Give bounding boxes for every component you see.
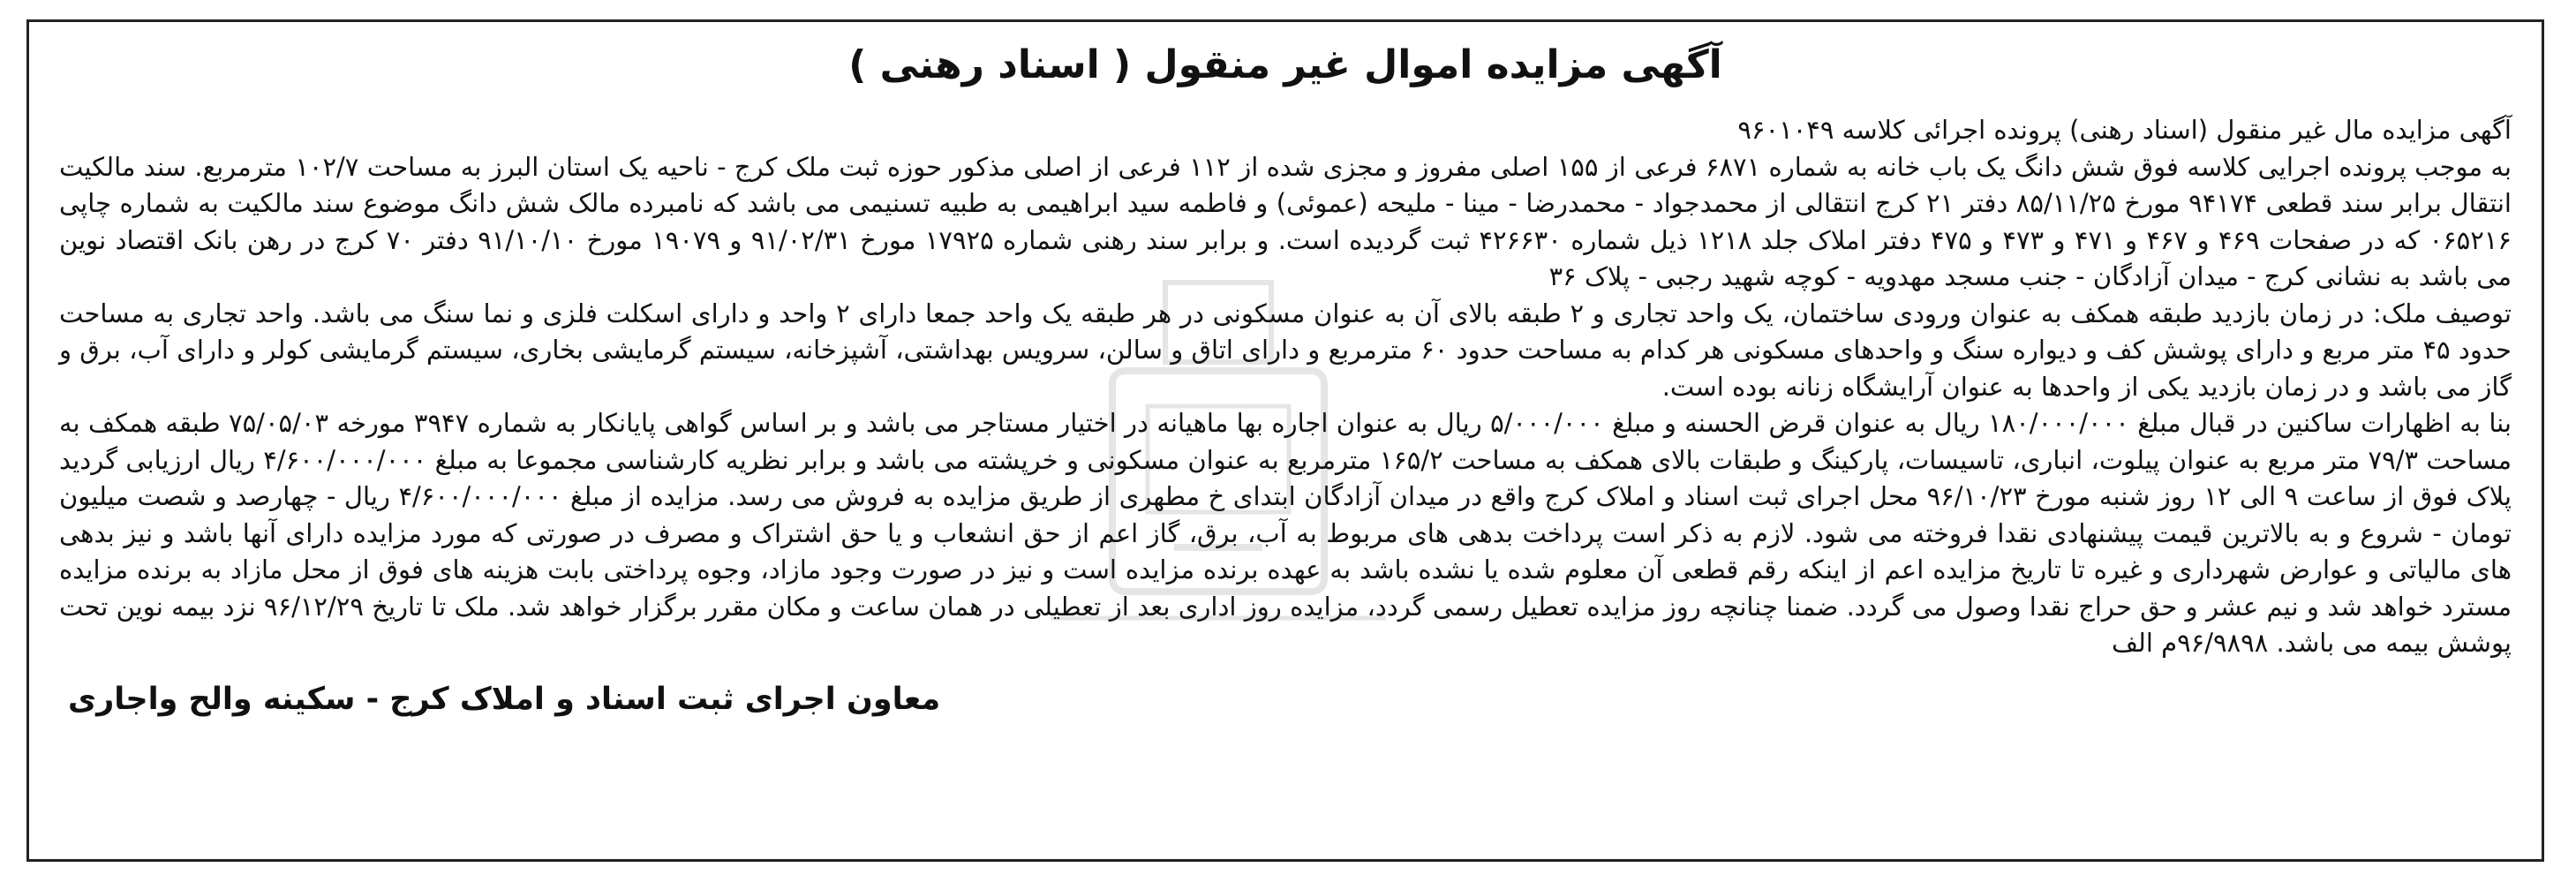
notice-body [59,112,2512,662]
case-heading-paragraph: آگهی مزایده مال غیر منقول (اسناد رهنی) پرونده اجرائی کلاسه ۹۶۰۱۰۴۹ [1737,115,2512,145]
notice-frame [26,19,2544,862]
auction-terms-paragraph: بنا به اظهارات ساکنین در قبال مبلغ ۱۸۰/۰۰۰/۰۰۰ ریال به عنوان قرض الحسنه و مبلغ ۵/۰۰۰/۰۰۰ ریال به عنوان اجاره بها ماهیانه در اختیار مستاجر می باشد و بر اساس گواهی پایانکار به شماره ۳۹۴۷ مورخه ۷۵/۰۵/۰۳ طبقه همکف به مساحت ۷۹/۳ متر مربع به عنوان پیلوت، انباری، تاسیسات، پارکینگ و طبقات بالای همکف به مساحت ۱۶۵/۲ مترمربع به عنوان مسکونی و خرپشته می باشد و برابر نظریه کارشناسی مجموعا به مبلغ ۴/۶۰۰/۰۰۰/۰۰۰ ریال ارزیابی گردید پلاک فوق از ساعت ۹ الی ۱۲ روز شنبه مورخ ۹۶/۱۰/۲۳ محل اجرای ثبت اسناد و املاک کرج واقع در میدان آزادگان ابتدای خ مطهری از طریق مزایده به فروش می رسد. مزایده از مبلغ ۴/۶۰۰/۰۰۰/۰۰۰ ریال - چهارصد و شصت میلیون تومان - شروع و به بالاترین قیمت پیشنهادی نقدا فروخته می شود. لازم به ذکر است پرداخت بدهی های مربوط به آب، برق، گاز اعم از حق انشعاب و یا حق اشتراک و مصرف در صورتی که مورد مزایده دارای آنها باشد و نیز بدهی های مالیاتی و عوارض شهرداری و غیره تا تاریخ مزایده اعم از اینکه رقم قطعی آن معلوم شده یا نشده باشد به عهده برنده مزایده است و نیز در صورت وجود مازاد، وجوه پرداختی بابت هزینه های فوق از محل مازاد به برنده مزایده مسترد خواهد شد و نیم عشر و حق حراج نقدا وصول می گردد. ضمنا چنانچه روز مزایده تعطیل رسمی گردد، مزایده روز اداری بعد از تعطیلی در همان ساعت و مکان مقرر برگزار خواهد شد. ملک تا تاریخ ۹۶/۱۲/۲۹ نزد بیمه نوین تحت پوشش بیمه می باشد. ۹۶/۹۸۹۸م الف [59,408,2512,658]
notice-title: آگهی مزایده اموال غیر منقول ( اسناد رهنی ) [848,42,1722,87]
property-title-paragraph: به موجب پرونده اجرایی کلاسه فوق شش دانگ یک باب خانه به شماره ۶۸۷۱ فرعی از ۱۵۵ اصلی مفروز و مجزی شده از ۱۱۲ فرعی از اصلی مذکور حوزه ثبت ملک کرج - ناحیه یک استان البرز به مساحت ۱۰۲/۷ مترمربع. سند مالکیت انتقال برابر سند قطعی ۹۴۱۷۴ مورخ ۸۵/۱۱/۲۵ دفتر ۲۱ کرج انتقالی از محمدجواد - محمدرضا - مینا - ملیحه (عموئی) و فاطمه سید ابراهیمی به طبیه تسنیمی می باشد که نامبرده مالک شش دانگ موضوع سند مالکیت به شماره چاپی ۰۶۵۲۱۶ که در صفحات ۴۶۹ و ۴۶۷ و ۴۷۱ و ۴۷۳ و ۴۷۵ دفتر املاک جلد ۱۲۱۸ ذیل شماره ۴۲۶۶۳۰ ثبت گردیده است. و برابر سند رهنی شماره ۱۷۹۲۵ مورخ ۹۱/۰۲/۳۱ و ۱۹۰۷۹ مورخ ۹۱/۱۰/۱۰ دفتر ۷۰ کرج در رهن بانک اقتصاد نوین می باشد به نشانی کرج - میدان آزادگان - جنب مسجد مهدویه - کوچه شهید رجبی - پلاک ۳۶ [59,151,2512,291]
property-description-paragraph: توصیف ملک: در زمان بازدید طبقه همکف به عنوان ورودی ساختمان، یک واحد تجاری و ۲ طبقه بالای آن به عنوان مسکونی در هر طبقه یک واحد جمعا دارای ۲ واحد و دارای اسکلت فلزی و نما سنگ می باشد. واحد تجاری به مساحت حدود ۴۵ متر مربع و دارای پوشش کف و دیواره سنگ و واحدهای مسکونی هر کدام به مساحت حدود ۶۰ مترمربع و دارای اتاق و سالن، سرویس بهداشتی، آشپزخانه، سیستم گرمایشی بخاری، سیستم گرمایشی کولر و دارای آب، برق و گاز می باشد و در زمان بازدید یکی از واحدها به عنوان آرایشگاه زنانه بوده است. [59,298,2512,402]
signature: معاون اجرای ثبت اسناد و املاک کرج - سکینه والح واجاری [68,681,941,717]
